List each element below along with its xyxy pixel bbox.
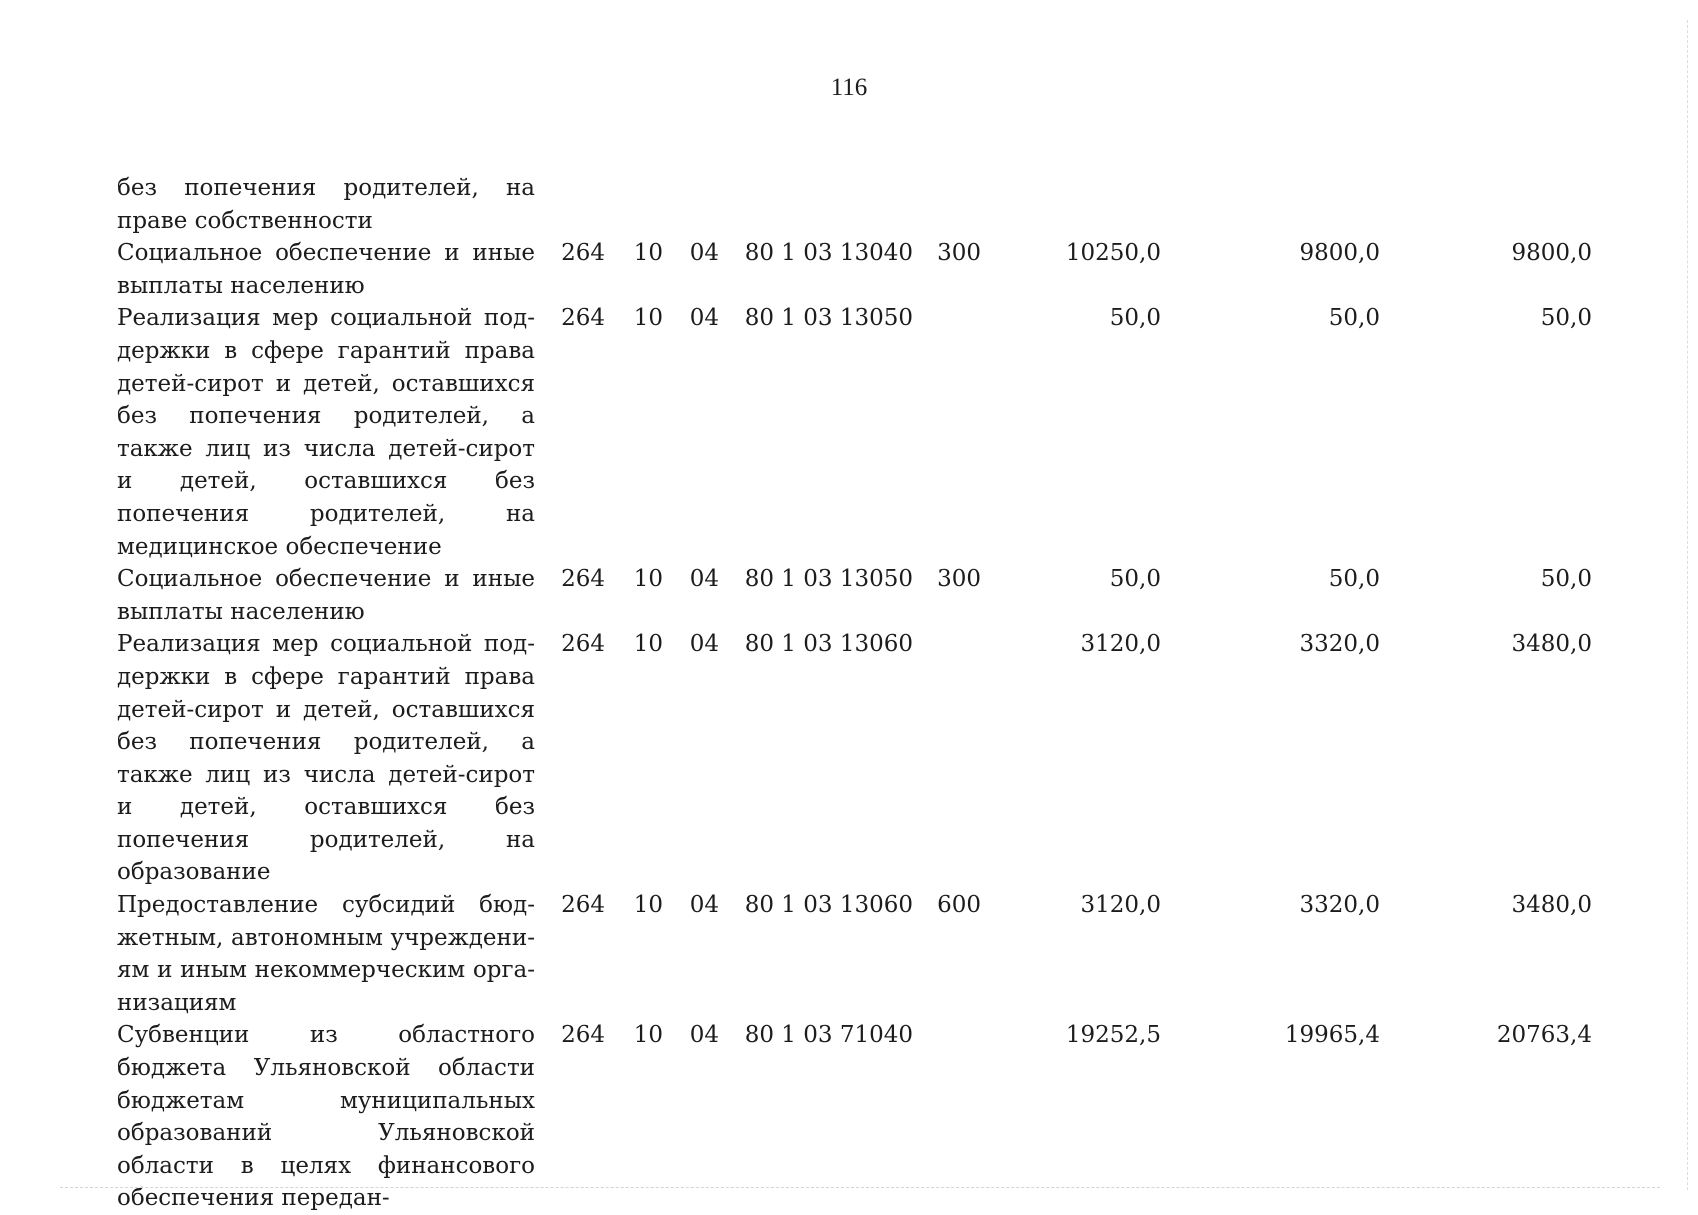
- row-rz: 10: [633, 566, 663, 593]
- row-amount-2: [1161, 172, 1380, 237]
- table-row: [117, 889, 1592, 1019]
- row-name: Реализация мер социальной поддержки в сфере гарантий права детей-сирот и детей, оставшихся без попечения родителей, а также лиц из числа детей-сирот и детей, оставшихся без попечения родителей, на образование: [117, 631, 535, 886]
- row-amount-1: 3120,0: [1080, 631, 1161, 658]
- row-csr: 80 1 03 13060: [744, 892, 913, 919]
- row-rz: [605, 172, 663, 237]
- page-number: 116: [830, 74, 868, 101]
- scan-bottom-edge: [60, 1187, 1660, 1188]
- row-gr: [535, 172, 605, 237]
- row-rz: 10: [633, 1022, 663, 1049]
- row-csr: 80 1 03 71040: [744, 1022, 913, 1049]
- row-rz: 10: [633, 240, 663, 267]
- row-rz: 10: [633, 892, 663, 919]
- row-gr: 264: [561, 240, 605, 267]
- row-csr: 80 1 03 13050: [744, 566, 913, 593]
- row-amount-2: 50,0: [1328, 305, 1380, 332]
- row-csr: 80 1 03 13050: [744, 305, 913, 332]
- budget-table: [117, 172, 1592, 1215]
- row-name: Социальное обеспечение и иные выплаты населению: [117, 240, 535, 299]
- table-row: [117, 302, 1592, 563]
- row-pr: 04: [689, 631, 719, 658]
- row-amount-3: 20763,4: [1496, 1022, 1592, 1049]
- row-vr: [913, 172, 981, 237]
- table-row: [117, 172, 1592, 237]
- row-pr: 04: [689, 566, 719, 593]
- row-amount-3: 3480,0: [1511, 631, 1592, 658]
- row-amount-1: 50,0: [1109, 566, 1161, 593]
- row-name: Социальное обеспечение и иные выплаты населению: [117, 566, 535, 625]
- row-vr: [913, 628, 981, 889]
- row-pr: 04: [689, 1022, 719, 1049]
- row-amount-3: 50,0: [1540, 305, 1592, 332]
- row-gr: 264: [561, 1022, 605, 1049]
- table-row: [117, 563, 1592, 628]
- table-row: [117, 1019, 1592, 1215]
- row-name: Субвенции из областного бюджета Ульяновской области бюджетам муниципальных образований Ульяновской области в целях финансового обеспечения передан-: [117, 1022, 535, 1212]
- scan-right-edge: [1687, 20, 1688, 1190]
- row-pr: 04: [689, 892, 719, 919]
- row-rz: 10: [633, 631, 663, 658]
- row-csr: 80 1 03 13060: [744, 631, 913, 658]
- row-pr: 04: [689, 305, 719, 332]
- table-row: [117, 628, 1592, 889]
- row-amount-3: 3480,0: [1511, 892, 1592, 919]
- row-amount-1: 3120,0: [1080, 892, 1161, 919]
- row-amount-1: 50,0: [1109, 305, 1161, 332]
- row-gr: 264: [561, 305, 605, 332]
- row-gr: 264: [561, 892, 605, 919]
- row-amount-2: 19965,4: [1284, 1022, 1380, 1049]
- row-amount-2: 3320,0: [1299, 631, 1380, 658]
- row-rz: 10: [633, 305, 663, 332]
- row-amount-1: [981, 172, 1161, 237]
- row-amount-2: 3320,0: [1299, 892, 1380, 919]
- row-gr: 264: [561, 631, 605, 658]
- row-vr: [913, 1019, 981, 1215]
- row-amount-3: 9800,0: [1511, 240, 1592, 267]
- row-pr: [663, 172, 719, 237]
- row-amount-2: 9800,0: [1299, 240, 1380, 267]
- row-vr: 300: [937, 566, 981, 593]
- row-vr: [913, 302, 981, 563]
- row-amount-1: 19252,5: [1065, 1022, 1161, 1049]
- row-amount-2: 50,0: [1328, 566, 1380, 593]
- row-amount-1: 10250,0: [1065, 240, 1161, 267]
- row-pr: 04: [689, 240, 719, 267]
- row-name: Предоставление субсидий бюджетным, автономным учреждениям и иным некоммерческим организациям: [117, 892, 535, 1016]
- row-vr: 300: [937, 240, 981, 267]
- row-csr: [719, 172, 913, 237]
- row-csr: 80 1 03 13040: [744, 240, 913, 267]
- row-amount-3: 50,0: [1540, 566, 1592, 593]
- table-row: [117, 237, 1592, 302]
- row-gr: 264: [561, 566, 605, 593]
- row-name: Реализация мер социальной поддержки в сфере гарантий права детей-сирот и детей, оставшихся без попечения родителей, а также лиц из числа детей-сирот и детей, оставшихся без попечения родителей, на медицинское обеспечение: [117, 305, 535, 560]
- row-vr: 600: [937, 892, 981, 919]
- row-amount-3: [1380, 172, 1592, 237]
- row-name: без попечения родителей, на праве собственности: [117, 175, 535, 234]
